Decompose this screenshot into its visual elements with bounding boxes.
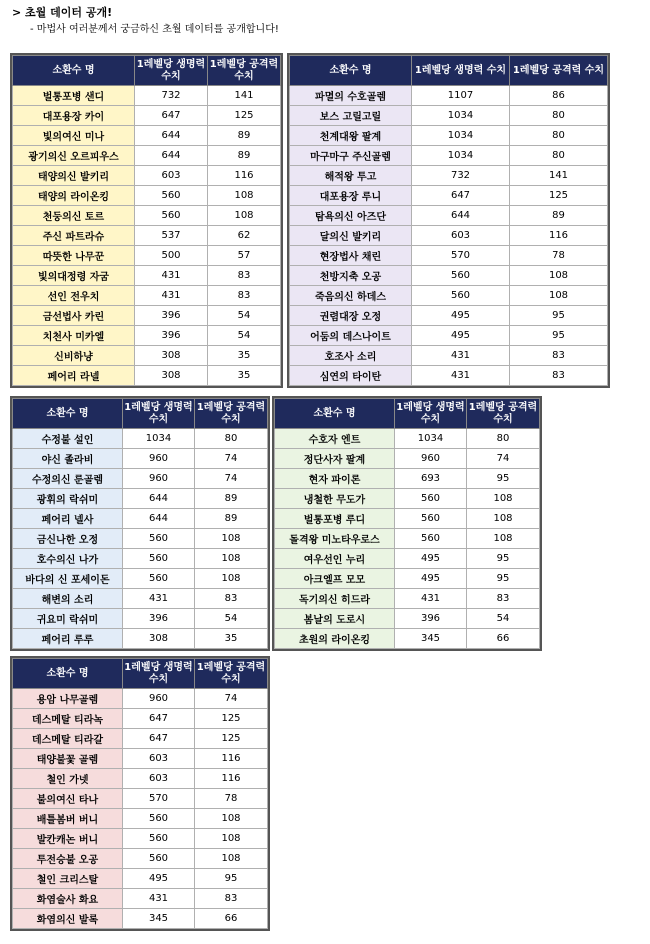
atk-value-cell: 83 <box>195 889 268 909</box>
hp-value-cell: 1034 <box>412 106 510 126</box>
summon-name-cell: 돌격왕 미노타우로스 <box>275 529 395 549</box>
table-row <box>275 469 540 489</box>
table-header-row <box>290 56 608 86</box>
summon-stats-table <box>274 398 540 649</box>
table-row <box>275 589 540 609</box>
hp-value-cell: 495 <box>412 326 510 346</box>
atk-value-cell: 141 <box>510 166 608 186</box>
table-header-row <box>13 56 281 86</box>
summon-table-purple <box>287 53 610 388</box>
hp-value-cell: 560 <box>135 186 208 206</box>
hp-value-cell: 396 <box>395 609 467 629</box>
table-row <box>275 489 540 509</box>
summon-name-cell: 현장법사 채린 <box>290 246 412 266</box>
summon-name-cell: 독기의신 히드라 <box>275 589 395 609</box>
hp-value-cell: 693 <box>395 469 467 489</box>
hp-value-cell: 431 <box>135 286 208 306</box>
summon-name-cell: 용암 나무골렘 <box>13 689 123 709</box>
summon-name-cell: 따뜻한 나무꾼 <box>13 246 135 266</box>
summon-name-cell: 광기의신 오르피우스 <box>13 146 135 166</box>
atk-value-cell: 108 <box>195 529 268 549</box>
atk-value-cell: 116 <box>195 749 268 769</box>
table-row <box>13 589 268 609</box>
table-row <box>275 569 540 589</box>
table-row <box>275 429 540 449</box>
column-header-hp: 1레벨당 생명력 수치 <box>395 399 467 429</box>
table-row <box>13 729 268 749</box>
table-row <box>13 489 268 509</box>
table-row <box>290 246 608 266</box>
table-row <box>13 246 281 266</box>
hp-value-cell: 560 <box>123 849 195 869</box>
summon-name-cell: 파멸의 수호골렘 <box>290 86 412 106</box>
atk-value-cell: 80 <box>467 429 540 449</box>
atk-value-cell: 108 <box>195 809 268 829</box>
hp-value-cell: 1034 <box>412 146 510 166</box>
summon-name-cell: 천둥의신 토르 <box>13 206 135 226</box>
table-row <box>13 449 268 469</box>
atk-value-cell: 108 <box>510 286 608 306</box>
table-row <box>290 186 608 206</box>
atk-value-cell: 108 <box>195 569 268 589</box>
hp-value-cell: 396 <box>123 609 195 629</box>
hp-value-cell: 644 <box>135 126 208 146</box>
atk-value-cell: 35 <box>208 346 281 366</box>
atk-value-cell: 95 <box>195 869 268 889</box>
summon-table-blue <box>10 396 270 651</box>
table-row <box>13 226 281 246</box>
hp-value-cell: 431 <box>412 366 510 386</box>
hp-value-cell: 396 <box>135 326 208 346</box>
summon-name-cell: 광휘의 락쉬미 <box>13 489 123 509</box>
atk-value-cell: 108 <box>208 206 281 226</box>
hp-value-cell: 603 <box>135 166 208 186</box>
table-row <box>275 629 540 649</box>
atk-value-cell: 83 <box>208 266 281 286</box>
atk-value-cell: 57 <box>208 246 281 266</box>
summon-name-cell: 태양의신 발키리 <box>13 166 135 186</box>
hp-value-cell: 647 <box>135 106 208 126</box>
table-row <box>13 529 268 549</box>
summon-name-cell: 보스 고릴고릴 <box>290 106 412 126</box>
table-row <box>13 769 268 789</box>
atk-value-cell: 108 <box>195 829 268 849</box>
page-subtitle: - 마법사 여러분께서 궁금하신 초월 데이터를 공개합니다! <box>30 24 279 35</box>
atk-value-cell: 95 <box>510 306 608 326</box>
table-row <box>13 749 268 769</box>
hp-value-cell: 1107 <box>412 86 510 106</box>
atk-value-cell: 83 <box>195 589 268 609</box>
atk-value-cell: 116 <box>510 226 608 246</box>
summon-name-cell: 초원의 라이온킹 <box>275 629 395 649</box>
summon-name-cell: 발칸캐논 버니 <box>13 829 123 849</box>
hp-value-cell: 431 <box>123 589 195 609</box>
summon-name-cell: 수정의신 룬골렘 <box>13 469 123 489</box>
summon-table-green <box>272 396 542 651</box>
atk-value-cell: 83 <box>510 366 608 386</box>
table-row <box>290 266 608 286</box>
table-row <box>13 146 281 166</box>
atk-value-cell: 74 <box>195 469 268 489</box>
table-row <box>290 106 608 126</box>
summon-stats-table <box>12 658 268 929</box>
summon-name-cell: 철인 가넷 <box>13 769 123 789</box>
summon-name-cell: 신비하냥 <box>13 346 135 366</box>
atk-value-cell: 35 <box>208 366 281 386</box>
page-title: > 초월 데이터 공개! <box>12 6 113 19</box>
table-row <box>275 509 540 529</box>
summon-name-cell: 수정불 설인 <box>13 429 123 449</box>
table-row <box>275 449 540 469</box>
summon-name-cell: 화염술사 화요 <box>13 889 123 909</box>
summon-name-cell: 데스메탈 티라갈 <box>13 729 123 749</box>
table-row <box>13 469 268 489</box>
column-header-hp: 1레벨당 생명력 수치 <box>135 56 208 86</box>
summon-name-cell: 철인 크리스탈 <box>13 869 123 889</box>
table-header-row <box>13 659 268 689</box>
hp-value-cell: 644 <box>412 206 510 226</box>
summon-name-cell: 어둠의 데스나이트 <box>290 326 412 346</box>
table-row <box>13 849 268 869</box>
atk-value-cell: 35 <box>195 629 268 649</box>
summon-name-cell: 심연의 타이탄 <box>290 366 412 386</box>
hp-value-cell: 345 <box>123 909 195 929</box>
column-header-atk: 1레벨당 공격력 수치 <box>467 399 540 429</box>
atk-value-cell: 116 <box>195 769 268 789</box>
table-row <box>13 306 281 326</box>
hp-value-cell: 495 <box>123 869 195 889</box>
atk-value-cell: 78 <box>195 789 268 809</box>
atk-value-cell: 86 <box>510 86 608 106</box>
summon-name-cell: 현자 파이론 <box>275 469 395 489</box>
atk-value-cell: 125 <box>195 729 268 749</box>
hp-value-cell: 732 <box>135 86 208 106</box>
summon-name-cell: 대포용장 루니 <box>290 186 412 206</box>
summon-table-yellow <box>10 53 283 388</box>
table-row <box>13 869 268 889</box>
atk-value-cell: 80 <box>510 146 608 166</box>
hp-value-cell: 647 <box>123 729 195 749</box>
table-row <box>13 106 281 126</box>
table-row <box>290 286 608 306</box>
atk-value-cell: 54 <box>208 326 281 346</box>
table-header-row <box>13 399 268 429</box>
table-row <box>13 809 268 829</box>
hp-value-cell: 495 <box>395 549 467 569</box>
hp-value-cell: 603 <box>123 769 195 789</box>
table-row <box>13 689 268 709</box>
atk-value-cell: 125 <box>510 186 608 206</box>
column-header-hp: 1레벨당 생명력 수치 <box>123 659 195 689</box>
summon-name-cell: 빛의대정령 자굼 <box>13 266 135 286</box>
summon-name-cell: 불의여신 타나 <box>13 789 123 809</box>
table-row <box>290 206 608 226</box>
summon-name-cell: 선인 전우치 <box>13 286 135 306</box>
atk-value-cell: 108 <box>208 186 281 206</box>
table-row <box>13 286 281 306</box>
summon-name-cell: 대포용장 카이 <box>13 106 135 126</box>
atk-value-cell: 89 <box>195 489 268 509</box>
summon-name-cell: 배틀봄버 버니 <box>13 809 123 829</box>
hp-value-cell: 431 <box>412 346 510 366</box>
summon-name-cell: 죽음의신 하데스 <box>290 286 412 306</box>
column-header-name: 소환수 명 <box>13 399 123 429</box>
summon-name-cell: 아크엘프 모모 <box>275 569 395 589</box>
summon-name-cell: 권렴대장 오정 <box>290 306 412 326</box>
summon-name-cell: 투전승불 오공 <box>13 849 123 869</box>
table-row <box>13 366 281 386</box>
column-header-name: 소환수 명 <box>13 659 123 689</box>
hp-value-cell: 495 <box>395 569 467 589</box>
summon-name-cell: 치천사 미카엘 <box>13 326 135 346</box>
summon-name-cell: 귀요미 락쉬미 <box>13 609 123 629</box>
hp-value-cell: 308 <box>135 346 208 366</box>
hp-value-cell: 431 <box>123 889 195 909</box>
table-row <box>13 829 268 849</box>
hp-value-cell: 570 <box>123 789 195 809</box>
summon-name-cell: 태양의 라이온킹 <box>13 186 135 206</box>
atk-value-cell: 80 <box>510 126 608 146</box>
atk-value-cell: 54 <box>208 306 281 326</box>
atk-value-cell: 95 <box>510 326 608 346</box>
table-row <box>290 146 608 166</box>
table-row <box>290 126 608 146</box>
hp-value-cell: 560 <box>135 206 208 226</box>
summon-name-cell: 마구마구 주신골렘 <box>290 146 412 166</box>
table-row <box>275 529 540 549</box>
column-header-atk: 1레벨당 공격력 수치 <box>208 56 281 86</box>
atk-value-cell: 83 <box>510 346 608 366</box>
table-row <box>13 569 268 589</box>
atk-value-cell: 80 <box>195 429 268 449</box>
table-row <box>275 609 540 629</box>
hp-value-cell: 1034 <box>395 429 467 449</box>
table-row <box>13 86 281 106</box>
hp-value-cell: 396 <box>135 306 208 326</box>
table-row <box>13 266 281 286</box>
atk-value-cell: 89 <box>510 206 608 226</box>
atk-value-cell: 62 <box>208 226 281 246</box>
summon-name-cell: 페어리 루루 <box>13 629 123 649</box>
hp-value-cell: 308 <box>123 629 195 649</box>
summon-name-cell: 천방지축 오공 <box>290 266 412 286</box>
atk-value-cell: 74 <box>467 449 540 469</box>
hp-value-cell: 1034 <box>412 126 510 146</box>
column-header-atk: 1레벨당 공격력 수치 <box>195 659 268 689</box>
hp-value-cell: 732 <box>412 166 510 186</box>
hp-value-cell: 570 <box>412 246 510 266</box>
table-row <box>13 889 268 909</box>
table-row <box>13 609 268 629</box>
hp-value-cell: 560 <box>395 529 467 549</box>
summon-name-cell: 주신 파트라슈 <box>13 226 135 246</box>
atk-value-cell: 108 <box>195 849 268 869</box>
hp-value-cell: 560 <box>412 286 510 306</box>
summon-name-cell: 호조사 소리 <box>290 346 412 366</box>
table-row <box>290 306 608 326</box>
atk-value-cell: 80 <box>510 106 608 126</box>
table-row <box>290 346 608 366</box>
hp-value-cell: 960 <box>123 469 195 489</box>
summon-name-cell: 수호자 엔트 <box>275 429 395 449</box>
hp-value-cell: 644 <box>123 509 195 529</box>
summon-name-cell: 벌통포병 루디 <box>275 509 395 529</box>
summon-table-pink <box>10 656 270 931</box>
atk-value-cell: 108 <box>195 549 268 569</box>
summon-name-cell: 해적왕 투고 <box>290 166 412 186</box>
hp-value-cell: 560 <box>412 266 510 286</box>
summon-stats-table <box>12 55 281 386</box>
hp-value-cell: 537 <box>135 226 208 246</box>
table-row <box>13 126 281 146</box>
atk-value-cell: 95 <box>467 549 540 569</box>
table-row <box>13 326 281 346</box>
summon-name-cell: 빛의여신 미나 <box>13 126 135 146</box>
column-header-name: 소환수 명 <box>275 399 395 429</box>
atk-value-cell: 141 <box>208 86 281 106</box>
column-header-atk: 1레벨당 공격력 수치 <box>510 56 608 86</box>
table-row <box>290 326 608 346</box>
hp-value-cell: 560 <box>395 509 467 529</box>
table-row <box>13 709 268 729</box>
summon-name-cell: 냉철한 무도가 <box>275 489 395 509</box>
summon-stats-table <box>289 55 608 386</box>
hp-value-cell: 560 <box>123 529 195 549</box>
atk-value-cell: 89 <box>195 509 268 529</box>
table-row <box>13 429 268 449</box>
hp-value-cell: 560 <box>395 489 467 509</box>
hp-value-cell: 644 <box>135 146 208 166</box>
hp-value-cell: 647 <box>123 709 195 729</box>
atk-value-cell: 95 <box>467 569 540 589</box>
summon-name-cell: 여우선인 누리 <box>275 549 395 569</box>
hp-value-cell: 560 <box>123 549 195 569</box>
summon-name-cell: 탐욕의신 아즈단 <box>290 206 412 226</box>
table-row <box>290 226 608 246</box>
table-row <box>13 789 268 809</box>
atk-value-cell: 74 <box>195 449 268 469</box>
summon-name-cell: 야신 졸라비 <box>13 449 123 469</box>
atk-value-cell: 66 <box>467 629 540 649</box>
atk-value-cell: 108 <box>467 509 540 529</box>
table-row <box>13 206 281 226</box>
atk-value-cell: 83 <box>208 286 281 306</box>
atk-value-cell: 108 <box>467 529 540 549</box>
summon-name-cell: 천계대왕 팔계 <box>290 126 412 146</box>
table-row <box>290 366 608 386</box>
atk-value-cell: 116 <box>208 166 281 186</box>
summon-name-cell: 페어리 넬사 <box>13 509 123 529</box>
summon-name-cell: 해변의 소리 <box>13 589 123 609</box>
summon-name-cell: 페어리 라넬 <box>13 366 135 386</box>
summon-name-cell: 데스메탈 티라녹 <box>13 709 123 729</box>
atk-value-cell: 89 <box>208 126 281 146</box>
table-row <box>13 629 268 649</box>
hp-value-cell: 603 <box>123 749 195 769</box>
atk-value-cell: 74 <box>195 689 268 709</box>
hp-value-cell: 560 <box>123 809 195 829</box>
atk-value-cell: 54 <box>467 609 540 629</box>
hp-value-cell: 1034 <box>123 429 195 449</box>
table-row <box>13 909 268 929</box>
table-header-row <box>275 399 540 429</box>
column-header-name: 소환수 명 <box>13 56 135 86</box>
summon-name-cell: 금선법사 카린 <box>13 306 135 326</box>
atk-value-cell: 125 <box>208 106 281 126</box>
atk-value-cell: 78 <box>510 246 608 266</box>
hp-value-cell: 960 <box>395 449 467 469</box>
hp-value-cell: 647 <box>412 186 510 206</box>
table-row <box>13 509 268 529</box>
atk-value-cell: 125 <box>195 709 268 729</box>
hp-value-cell: 960 <box>123 689 195 709</box>
hp-value-cell: 960 <box>123 449 195 469</box>
column-header-hp: 1레벨당 생명력 수치 <box>412 56 510 86</box>
hp-value-cell: 560 <box>123 569 195 589</box>
hp-value-cell: 644 <box>123 489 195 509</box>
summon-name-cell: 봄날의 도로시 <box>275 609 395 629</box>
summon-name-cell: 화염의신 발록 <box>13 909 123 929</box>
summon-name-cell: 호수의신 나가 <box>13 549 123 569</box>
table-row <box>13 166 281 186</box>
atk-value-cell: 108 <box>510 266 608 286</box>
summon-name-cell: 태양불꽃 골렘 <box>13 749 123 769</box>
atk-value-cell: 108 <box>467 489 540 509</box>
column-header-atk: 1레벨당 공격력 수치 <box>195 399 268 429</box>
hp-value-cell: 495 <box>412 306 510 326</box>
hp-value-cell: 308 <box>135 366 208 386</box>
table-row <box>290 86 608 106</box>
hp-value-cell: 560 <box>123 829 195 849</box>
column-header-name: 소환수 명 <box>290 56 412 86</box>
summon-name-cell: 달의신 발키리 <box>290 226 412 246</box>
atk-value-cell: 54 <box>195 609 268 629</box>
atk-value-cell: 83 <box>467 589 540 609</box>
summon-stats-table <box>12 398 268 649</box>
summon-name-cell: 바다의 신 포세이돈 <box>13 569 123 589</box>
table-row <box>290 166 608 186</box>
atk-value-cell: 95 <box>467 469 540 489</box>
hp-value-cell: 500 <box>135 246 208 266</box>
hp-value-cell: 345 <box>395 629 467 649</box>
hp-value-cell: 431 <box>135 266 208 286</box>
summon-name-cell: 벌통포병 샌디 <box>13 86 135 106</box>
summon-name-cell: 정단사자 팔계 <box>275 449 395 469</box>
hp-value-cell: 603 <box>412 226 510 246</box>
table-row <box>13 186 281 206</box>
atk-value-cell: 89 <box>208 146 281 166</box>
table-row <box>13 549 268 569</box>
table-row <box>275 549 540 569</box>
table-row <box>13 346 281 366</box>
summon-name-cell: 금신나한 오정 <box>13 529 123 549</box>
hp-value-cell: 431 <box>395 589 467 609</box>
atk-value-cell: 66 <box>195 909 268 929</box>
column-header-hp: 1레벨당 생명력 수치 <box>123 399 195 429</box>
